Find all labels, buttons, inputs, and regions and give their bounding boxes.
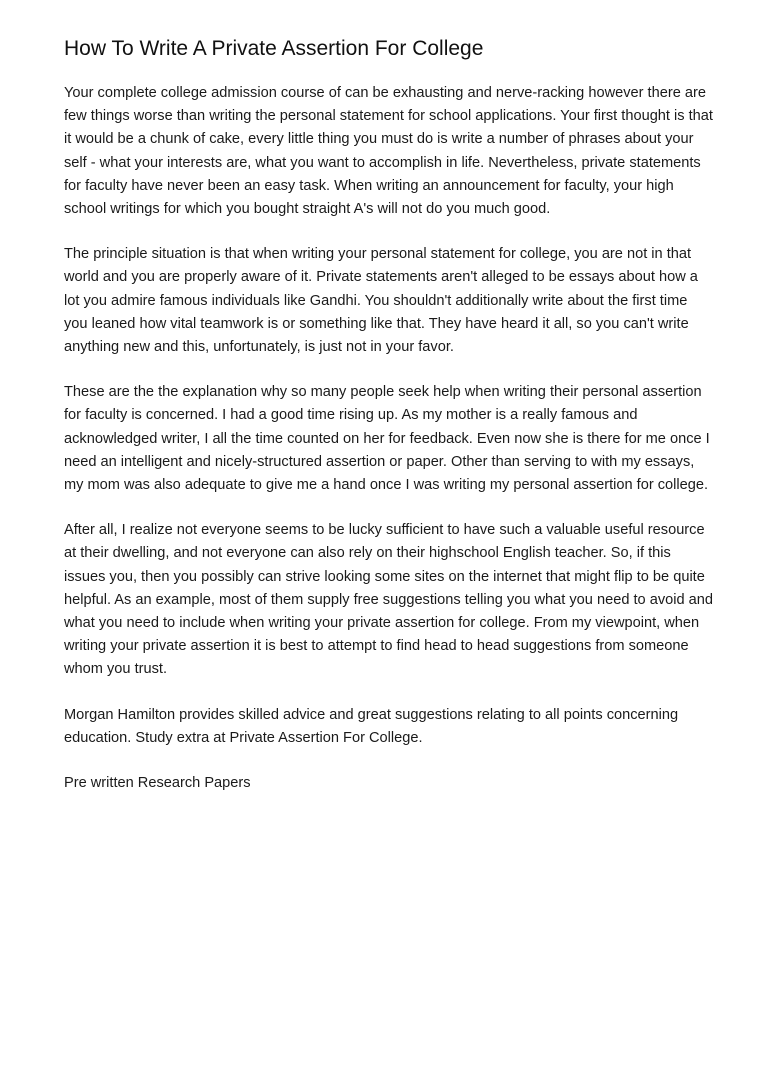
- paragraph-4: After all, I realize not everyone seems to be lucky sufficient to have such a valuable useful resource at their dwelling, and not everyone can also rely on their highschool English teacher. So, if this issues you, then you possibly can strive looking some sites on the internet that might flip to be quite helpful. As an example, most of them supply free suggestions telling you what you need to avoid and what you need to include when writing your private assertion for college. From my viewpoint, when writing your private assertion it is best to attempt to find head to head suggestions from someone whom you trust.: [64, 522, 714, 678]
- paragraph-1: Your complete college admission course of can be exhausting and nerve-racking however there are few things worse than writing the personal statement for school applications. Your first thought is that it would be a chunk of cake, every little thing you must do is write a number of phrases about your self - what your interests are, what you want to accomplish in life. Nevertheless, private statements for faculty have never been an easy task. When writing an announcement for faculty, your high school writings for which you bought straight A's will not do you much good.: [64, 85, 713, 218]
- document-body: [64, 34, 714, 817]
- paragraph-3: These are the the explanation why so many people seek help when writing their personal assertion for faculty is concerned. I had a good time rising up. As my mother is a really famous and acknowledged writer, I all the time counted on her for feedback. Even now she is there for me once I need an intelligent and nicely-structured assertion or paper. Other than serving to with my essays, my mom was also adequate to give me a hand once I was writing my personal assertion for college.: [64, 384, 710, 494]
- paragraph-2: The principle situation is that when writing your personal statement for college, you are not in that world and you are properly aware of it. Private statements aren't alleged to be essays about how a lot you admire famous individuals like Gandhi. You shouldn't additionally write about the first time you leaned how vital teamwork is or something like that. They have heard it all, so you can't write anything new and this, unfortunately, is just not in your favor.: [64, 246, 698, 356]
- paragraph-6: Pre written Research Papers: [64, 775, 251, 792]
- page-title: How To Write A Private Assertion For College: [64, 37, 484, 60]
- paragraph-5: Morgan Hamilton provides skilled advice and great suggestions relating to all points concerning education. Study extra at Private Assertion For College.: [64, 706, 679, 746]
